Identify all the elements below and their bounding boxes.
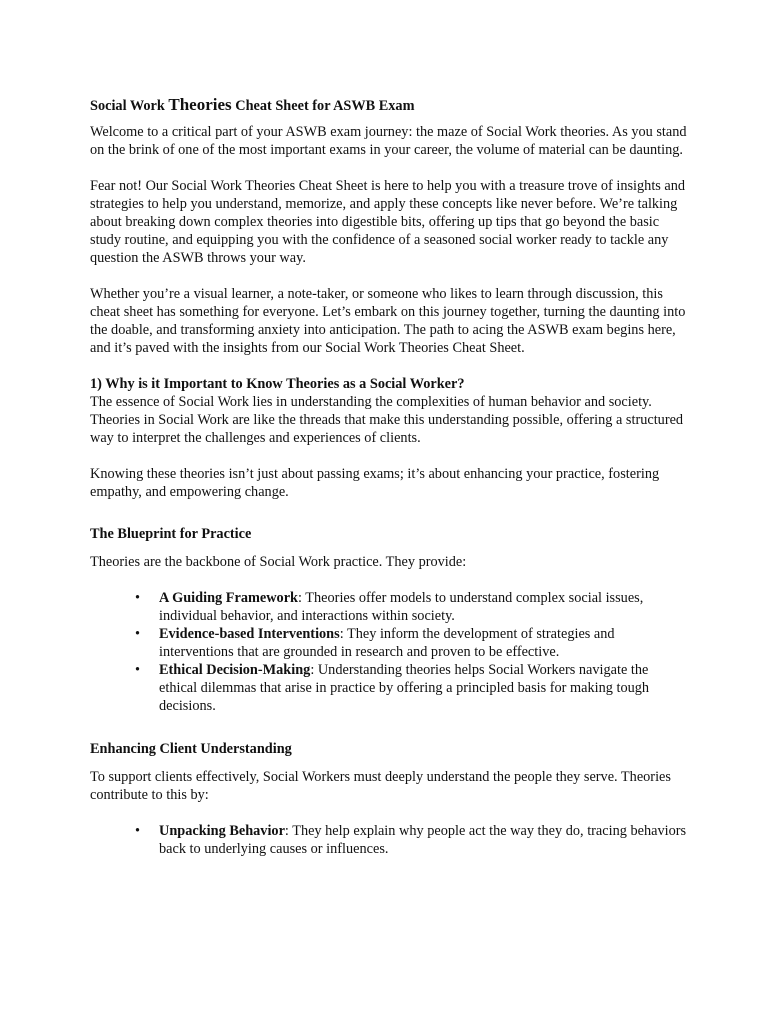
- list-item-term: Ethical Decision-Making: [159, 662, 311, 678]
- intro-paragraph-2: Fear not! Our Social Work Theories Cheat Sheet is here to help you with a treasure trove of insights and strategies to help you understand, memorize, and apply these concepts like never before. We’re talking about breaking down complex theories into digestible bits, offering up tips that go beyond the basic study routine, and equipping you with the confidence of a seasoned social worker ready to tackle any question the ASWB throws your way.: [90, 178, 686, 266]
- title-prefix: Social Work: [90, 98, 165, 114]
- intro-paragraph-3: Whether you’re a visual learner, a note-taker, or someone who likes to learn through discussion, this cheat sheet has something for everyone. Let’s embark on this journey together, turning the daunting into the doable, and transforming anxiety into anticipation. The path to acing the ASWB exam begins here, and it’s paved with the insights from our Social Work Theories Cheat Sheet.: [90, 286, 686, 356]
- title-suffix: Cheat Sheet for ASWB Exam: [235, 98, 415, 114]
- section1-heading: 1) Why is it Important to Know Theories as a Social Worker?: [90, 376, 465, 392]
- blueprint-list: [90, 589, 688, 715]
- blueprint-heading: The Blueprint for Practice: [90, 526, 252, 542]
- list-item-term: Unpacking Behavior: [159, 823, 285, 839]
- page-title: [90, 95, 688, 116]
- client-intro: To support clients effectively, Social Workers must deeply understand the people they serve. Theories contribute to this by:: [90, 769, 671, 803]
- client-heading: Enhancing Client Understanding: [90, 741, 292, 757]
- list-item-text: : They inform the development of strategies and interventions that are grounded in research and proven to be effective.: [159, 626, 615, 660]
- document-page: [90, 95, 688, 876]
- list-item: [159, 589, 688, 625]
- list-item-text: : They help explain why people act the way they do, tracing behaviors back to underlying causes or influences.: [159, 823, 687, 857]
- list-item: [159, 661, 688, 715]
- list-item-text: : Understanding theories helps Social Workers navigate the ethical dilemmas that arise in practice by offering a principled basis for making tough decisions.: [159, 662, 650, 714]
- section1-paragraph-1: The essence of Social Work lies in understanding the complexities of human behavior and society. Theories in Social Work are like the threads that make this understanding possible, offering a structured way to interpret the challenges and experiences of clients.: [90, 394, 684, 446]
- list-item-term: Evidence-based Interventions: [159, 626, 340, 642]
- intro-paragraph-1: Welcome to a critical part of your ASWB exam journey: the maze of Social Work theories. As you stand on the brink of one of the most important exams in your career, the volume of material can be daunting.: [90, 124, 687, 158]
- list-item-term: A Guiding Framework: [159, 590, 299, 606]
- title-emphasis: Theories: [168, 95, 232, 114]
- list-item: [159, 625, 688, 661]
- list-item-text: : Theories offer models to understand complex social issues, individual behavior, and interactions within society.: [159, 590, 644, 624]
- client-list: [90, 822, 688, 858]
- list-item: [159, 822, 688, 858]
- spacer: [90, 733, 688, 740]
- blueprint-intro: Theories are the backbone of Social Work practice. They provide:: [90, 554, 467, 570]
- section1-paragraph-2: Knowing these theories isn’t just about passing exams; it’s about enhancing your practice, fostering empathy, and empowering change.: [90, 466, 660, 500]
